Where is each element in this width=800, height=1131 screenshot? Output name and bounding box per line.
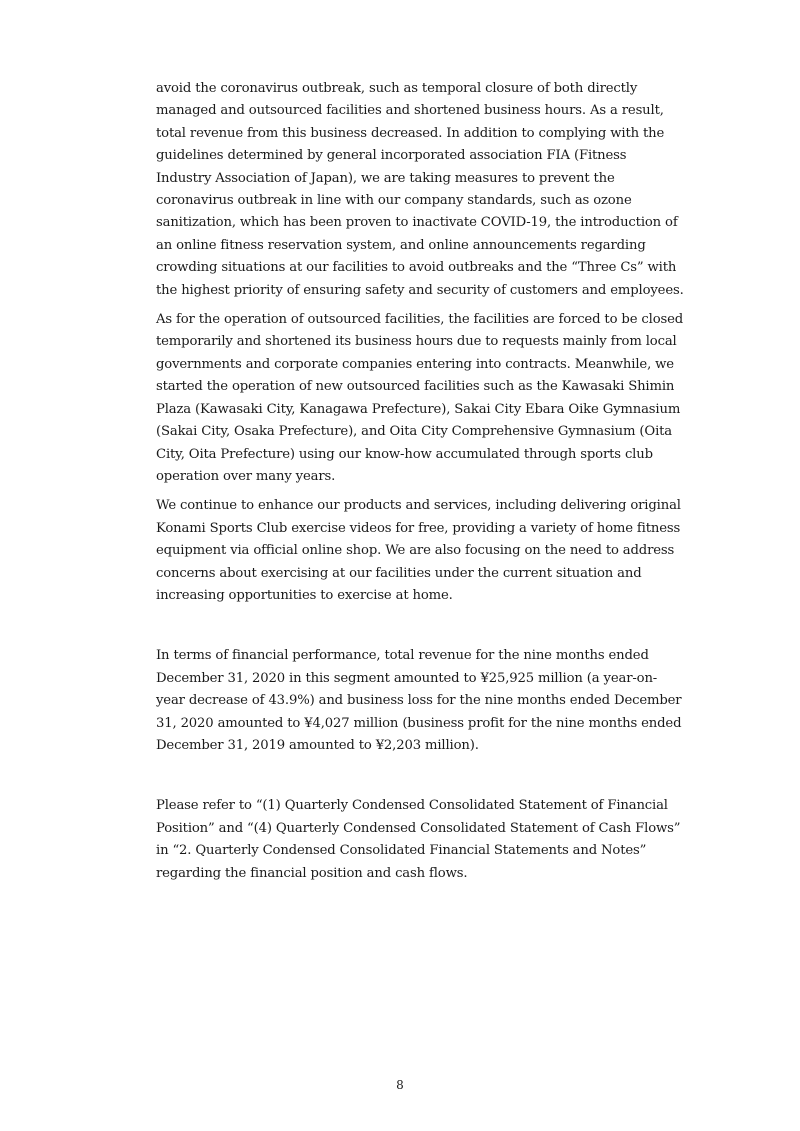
paragraph-financial-performance: In terms of financial performance, total revenue for the nine months ended December 31, 2020 in this segment amounted to ¥25,925 million (a year-on-year decrease of 43.9%) and business loss for the nine months ended December 31, 2020 amounted to ¥4,027 million (business profit for the nine months ended December 31, 2019 amounted to ¥2,203 million).	[156, 648, 682, 753]
page-number: 8	[396, 1078, 404, 1092]
paragraph-fitness-measures: avoid the coronavirus outbreak, such as temporal closure of both directly managed and outsourced facilities and shortened business hours. As a result, total revenue from this business decreased. In addition to complying with the guidelines determined by general incorporated association FIA (Fitness Industry Association of Japan), we are taking measures to prevent the coronavirus outbreak in line with our company standards, such as ozone sanitization, which has been proven to inactivate COVID-19, the introduction of an online fitness reservation system, and online announcements regarding crowding situations at our facilities to avoid outbreaks and the “Three Cs” with the highest priority of ensuring safety and security of customers and employees.	[156, 81, 684, 298]
paragraph-financial-reference: Please refer to “(1) Quarterly Condensed Consolidated Statement of Financial Position” and “(4) Quarterly Condensed Consolidated Statement of Cash Flows” in “2. Quarterly Condensed Consolidated Financial Statements and Notes” regarding the financial position and cash flows.	[156, 798, 681, 881]
paragraph-outsourced-facilities: As for the operation of outsourced facilities, the facilities are forced to be closed temporarily and shortened its business hours due to requests mainly from local governments and corporate companies entering into contracts. Meanwhile, we started the operation of new outsourced facilities such as the Kawasaki Shimin Plaza (Kawasaki City, Kanagawa Prefecture), Sakai City Ebara Oike Gymnasium (Sakai City, Osaka Prefecture), and Oita City Comprehensive Gymnasium (Oita City, Oita Prefecture) using our know-how accumulated through sports club operation over many years.	[156, 312, 684, 484]
paragraph-products-services: We continue to enhance our products and services, including delivering original Konami Sports Club exercise videos for free, providing a variety of home fitness equipment via official online shop. We are also focusing on the need to address concerns about exercising at our facilities under the current situation and increasing opportunities to exercise at home.	[156, 498, 681, 603]
document-body	[156, 78, 684, 885]
